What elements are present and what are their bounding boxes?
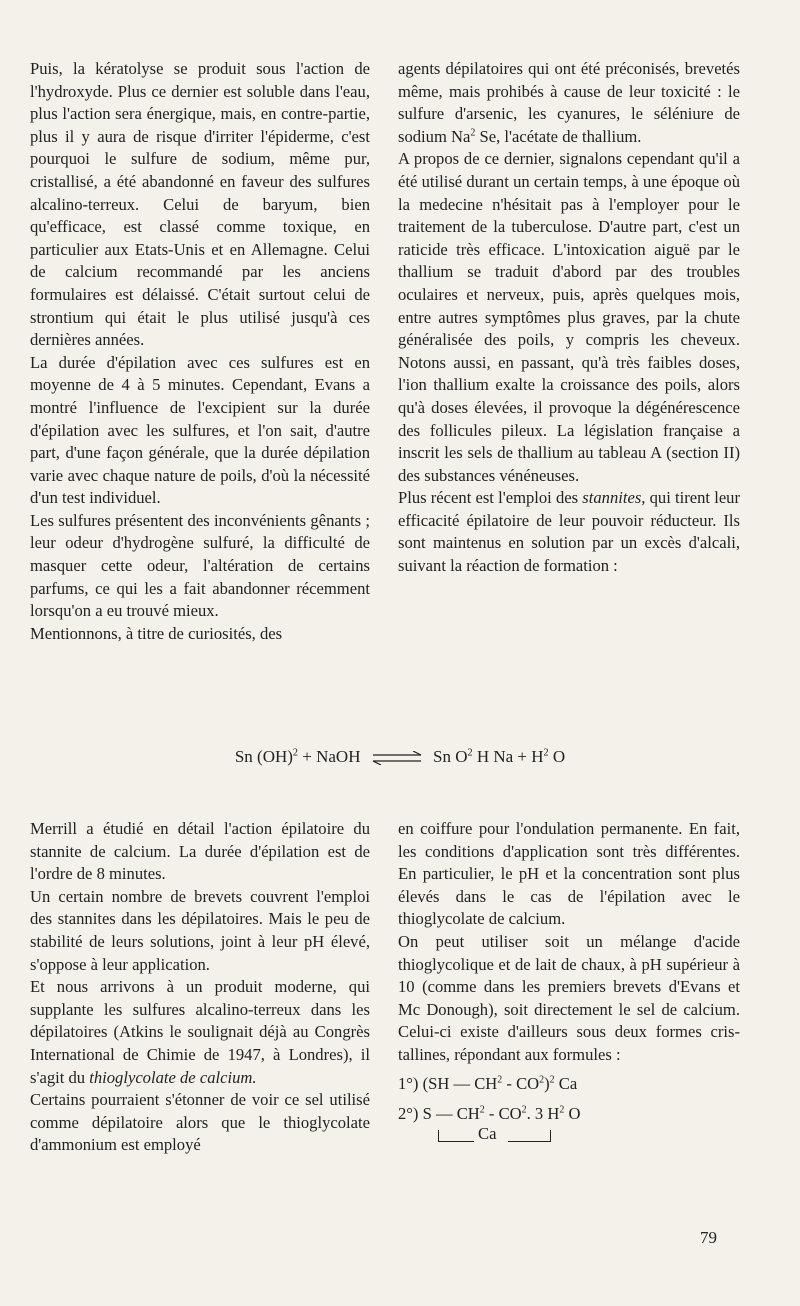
paragraph: On peut utiliser soit un mélange d'acide thioglycolique et de lait de chaux, à pH supérieur à 10 (comme dans les premiers brevets d'Evans et Mc Donough), soit directement le sel de calcium. Celui-ci existe d'ailleurs sous deux formes cristallines, répondant aux formules :	[398, 931, 740, 1064]
equation-term: + NaOH	[298, 747, 361, 766]
paragraph	[398, 487, 740, 577]
paragraph: A propos de ce dernier, signalons cependant qu'il a été utilisé durant un certain temps, à une époque où la medecine n'hésitait pas à l'employer pour le traitement de la tuberculose. D'autre part, c'est un raticide très efficace. L'intoxication aiguë par le thallium se traduit d'abord par des troubles oculaires et nerveux, puis, après quelques mois, entre autres symptômes plus graves, par la chute généralisée des poils, y compris les cheveux. Notons aussi, en passant, qu'à très faibles doses, l'ion thallium exalte la croissance des poils, alors qu'à doses élevées, il provoque la dégénérescence des follicules pileux. La législation française a inscrit les sels de thallium au tableau A (section II) des substances vénéneuses.	[398, 149, 740, 485]
text-run: Et nous arrivons à un produit moderne, qui supplante les sulfures alcalino-terreux dans les dépilatoires (Atkins le soulignait déjà au Congrès International de Chimie de 1947, à Londres), il s'agit du	[30, 977, 370, 1087]
text-run: agents dépilatoires qui ont été préconisés, brevetés même, mais prohibés à cause de leur toxicité : le sulfure d'arsenic, les cyanures, le séléniure de sodium Na	[398, 59, 740, 146]
equation-term: O	[548, 747, 566, 766]
paragraph	[30, 976, 370, 1089]
superscript: 2	[292, 747, 299, 759]
superscript: 2	[543, 747, 549, 759]
text-run: qui tirent leur efficacité épilatoire de leur pouvoir réducteur. Ils sont maintenus en solution par un excès d'alcali, suivant la réaction de formation :	[398, 488, 741, 576]
formula-2-bracket	[398, 1126, 740, 1151]
paragraph: Certains pourraient s'étonner de voir ce sel utilisé comme dépilatoire alors que le thioglycolate d'ammonium est employé	[30, 1090, 370, 1155]
text-column-4	[398, 818, 740, 1150]
calcium-bracket	[438, 1126, 558, 1144]
italic-term: stannites,	[582, 488, 646, 508]
text-run: Se, l'acétate de thallium.	[475, 126, 642, 146]
formula-1: 1°) (SH — $CH^2 - CO^2)^2$ Ca	[398, 1073, 578, 1093]
calcium-label: Ca	[478, 1124, 497, 1144]
italic-term: thioglycolate de calcium.	[89, 1067, 257, 1087]
formula-2: 2°) S — $CH^2 - CO^2$. 3 $H^2$ O	[398, 1104, 581, 1124]
text-column-1	[30, 58, 370, 645]
equation-term: Sn (OH)	[234, 747, 293, 766]
text-run: Plus récent est l'emploi des	[398, 488, 583, 508]
paragraph: Mentionnons, à titre de curiosités, des	[30, 623, 283, 643]
text-column-2	[398, 58, 740, 578]
paragraph	[398, 58, 740, 148]
paragraph: en coiffure pour l'ondulation permanente. En fait, les conditions d'application sont très différentes. En particulier, le pH et la concentration sont plus élevés dans le cas de l'épilation avec le thioglycolate de calcium.	[398, 819, 740, 929]
superscript: 2	[467, 747, 473, 759]
paragraph: Puis, la kératolyse se produit sous l'action de l'hydroxyde. Plus ce dernier est soluble dans l'eau, plus l'action sera énergique, mais, en contre-partie, plus il y aura de risque d'irriter l'épiderme, c'est pourquoi le sulfure de sodium, même pur, cristallisé, a été abandonné en faveur des sulfures alcalino-terreux. Celui de baryum, bien qu'efficace, est classé comme toxique, en particulier aux Etats-Unis et en Allemagne. Celui de calcium recommandé par les anciens formulaires est délaissé. C'était surtout celui de strontium qui était le plus utilisé jusqu'à ces dernières années.	[30, 59, 370, 350]
page-number: 79	[700, 1228, 717, 1247]
paragraph: La durée d'épilation avec ces sulfures est en moyenne de 4 à 5 minutes. Cependant, Evans a montré l'influence de l'excipient sur la durée d'épilation avec les sulfures, et l'on sait, d'autre part, d'une façon générale, que la durée dépilation varie avec chaque nature de poils, d'où la nécessité d'un test individuel.	[30, 352, 370, 508]
formula-block	[398, 1073, 740, 1151]
equilibrium-arrow-icon	[371, 751, 423, 765]
chemical-equation	[0, 747, 800, 767]
equation-term: H Na + H	[472, 747, 544, 766]
paragraph: Un certain nombre de brevets couvrent l'emploi des stannites dans les dépilatoires. Mais le peu de stabilité de leurs solutions, joint à leur pH élevé, s'oppose à leur application.	[30, 886, 370, 974]
equation-term: Sn O	[432, 747, 468, 766]
text-column-3	[30, 818, 370, 1157]
paragraph: Les sulfures présentent des inconvénients gênants ; leur odeur d'hydrogène sulfuré, la difficulté de masquer cette odeur, l'altération de certains parfums, ce qui les a fait abandonner récemment lorsqu'on a eu trouvé mieux.	[30, 510, 370, 621]
paragraph: Merrill a étudié en détail l'action épilatoire du stannite de calcium. La durée d'épilation est de l'ordre de 8 minutes.	[30, 819, 370, 884]
superscript: 2	[470, 127, 476, 139]
